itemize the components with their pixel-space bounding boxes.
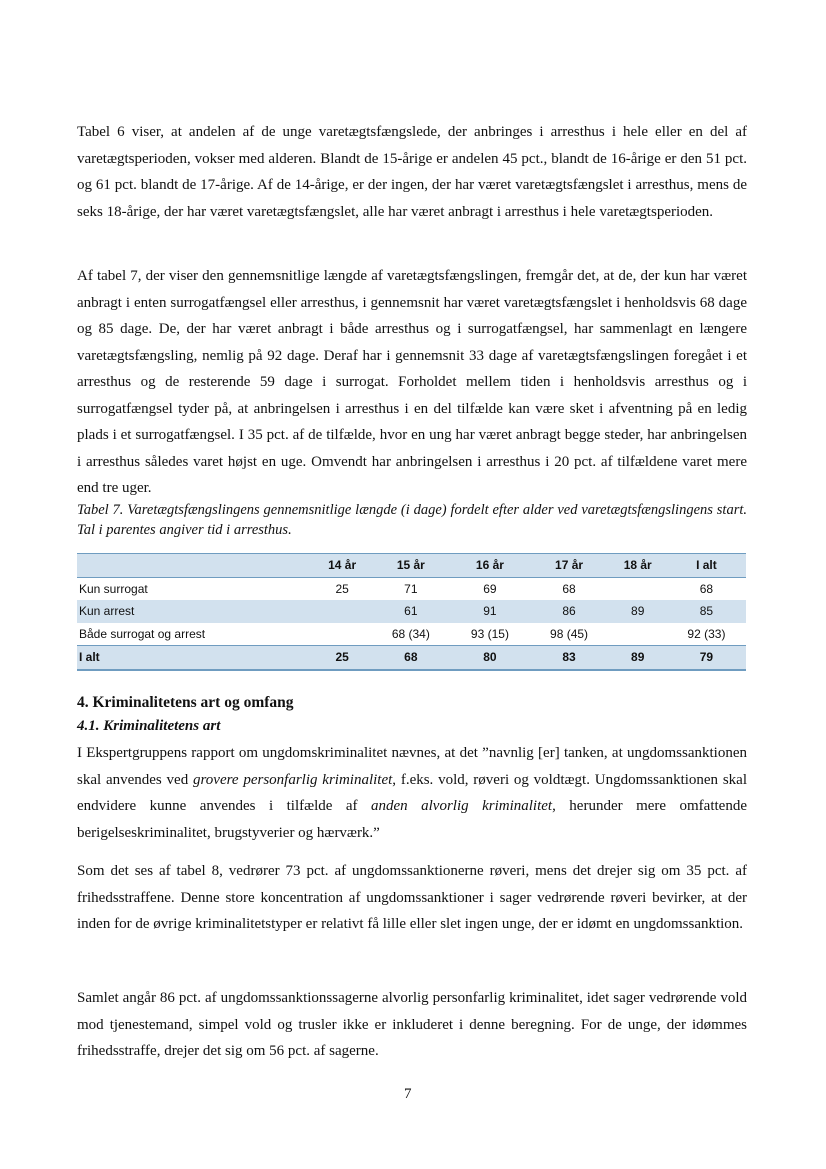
table-cell: 68	[404, 650, 418, 665]
table-cell: 79	[699, 650, 714, 665]
table-header-cell: 17 år	[555, 558, 584, 573]
table-header-cell: 15 år	[396, 558, 425, 573]
table-cell	[609, 623, 667, 646]
table-row-label: Både surrogat og arrest	[79, 626, 206, 641]
paragraph-table6-summary: Tabel 6 viser, at andelen af de unge varetægtsfængslede, der anbringes i arresthus i hele eller en del af varetægtsperioden, vokser med alderen. Blandt de 15-årige er andelen 45 pct., blandt de 16-årige er den 51 pct. og 61 pct. blandt de 17-årige. Af de 14-årige, er der ingen, der har været varetægtsfængslet i arresthus, mens de seks 18-årige, der har været varetægtsfængslet, alle har været anbragt i arresthus i hele varetægtsperioden.	[77, 124, 747, 220]
table-cell	[313, 623, 371, 646]
table-cell: 93 (15)	[470, 626, 509, 641]
emphasis-text: anden alvorlig kriminalitet	[371, 798, 553, 814]
paragraph-total-summary: Samlet angår 86 pct. af ungdomssanktionssagerne alvorlig personfarlig kriminalitet, idet sager vedrørende vold mod tjenestemand, simpel vold og trusler ikke er inkluderet i denne beregning. For de unge, der idømmes frihedsstraffe, drejer det sig om 56 pct. af sagerne.	[77, 990, 747, 1059]
text-segment: , f.eks. vold, røveri og voldtægt. Ungdomssanktionen skal endvidere kunne anvendes i tilfælde af	[77, 771, 748, 814]
table-cell: 61	[404, 604, 418, 619]
table-cell: 86	[562, 604, 576, 619]
table-cell	[609, 577, 667, 600]
table-cell: 89	[631, 604, 645, 619]
table-header-cell: 14 år	[328, 558, 357, 573]
table-row-label: Kun arrest	[79, 604, 135, 619]
page-number: 7	[404, 1086, 412, 1102]
table-cell: 68 (34)	[391, 626, 430, 641]
section-heading: 4. Kriminalitetens art og omfang	[77, 694, 294, 711]
table-cell: 25	[335, 581, 349, 596]
table-row	[77, 600, 746, 623]
table-header-cell: I alt	[696, 558, 717, 573]
table-cell: 71	[404, 581, 418, 596]
subsection-heading: 4.1. Kriminalitetens art	[77, 718, 221, 734]
table-cell: 25	[335, 650, 349, 665]
table-cell: 83	[562, 650, 576, 665]
table-cell: 68	[562, 581, 576, 596]
table-row-label: I alt	[79, 650, 100, 665]
table-row	[77, 577, 746, 600]
paragraph-table8-summary: Som det ses af tabel 8, vedrører 73 pct. af ungdomssanktionerne røveri, mens det drejer sig om 35 pct. af frihedsstraffene. Denne store koncentration af ungdomssanktioner i sager vedrørende røveri bevirker, at der inden for de øvrige kriminalitetstyper er relativt få lille eller slet ingen unge, der er idømt en ungdomssanktion.	[77, 863, 747, 932]
table-header-cell: 16 år	[475, 558, 504, 573]
table-cell: 91	[483, 604, 497, 619]
table-cell: 68	[699, 581, 714, 596]
table-row	[77, 623, 746, 646]
emphasis-text: grovere personfarlig kriminalitet	[193, 771, 393, 788]
table-cell: 69	[483, 581, 497, 596]
text-segment: I Ekspertgruppens rapport om ungdomskriminalitet nævnes, at det ”navnlig [er] tanken, at ungdomssanktionen skal anvendes ved	[77, 745, 747, 788]
table-header-row	[77, 554, 746, 578]
paragraph-table7-summary: Af tabel 7, der viser den gennemsnitlige længde af varetægtsfængslingen, fremgår det, at de, der kun har været anbragt i enten surrogatfængsel eller arresthus, i gennemsnit har været varetægtsfængslet i henholdsvis 68 dage og 85 dage. De, der har været anbragt i både arresthus og i surrogatfængsel, har sammenlagt en længere varetægtsfængsling, nemlig på 92 dage. Deraf har i gennemsnit 33 dage af varetægtsfængslingen foregået i et arresthus og de resterende 59 dage i surrogat. Forholdet mellem tiden i henholdsvis arresthus og i surrogatfængsel tyder på, at anbringelsen i arresthus i en del tilfælde kan være sket i afventning på en ledig plads i et surrogatfængsel. I 35 pct. af de tilfælde, hvor en ung har været anbragt begge steder, har anbringelsen i arresthus således varet højst en uge. Omvendt har anbringelsen i arresthus i 20 pct. af tilfældene varet mere end tre uger.	[77, 268, 747, 496]
table7-caption: Tabel 7. Varetægtsfængslingens gennemsnitlige længde (i dage) fordelt efter alder ved varetægtsfængslingens start. Tal i parentes angiver tid i arresthus.	[77, 502, 747, 538]
table7	[77, 553, 746, 671]
table-row-label: Kun surrogat	[79, 581, 148, 596]
text-segment: , herunder mere omfattende berigelseskriminalitet, brugstyverier og hærværk.”	[77, 798, 747, 841]
paragraph-ekspertgruppe-quote	[77, 740, 747, 846]
table-cell: 98 (45)	[550, 626, 589, 641]
table-cell	[313, 600, 371, 623]
table-header-cell	[77, 554, 313, 578]
table-cell: 89	[631, 650, 645, 665]
table-total-row	[77, 646, 746, 670]
table-cell: 80	[483, 650, 497, 665]
table-cell: 92 (33)	[687, 626, 726, 641]
table-cell: 85	[699, 604, 714, 619]
table-header-cell: 18 år	[623, 558, 652, 573]
